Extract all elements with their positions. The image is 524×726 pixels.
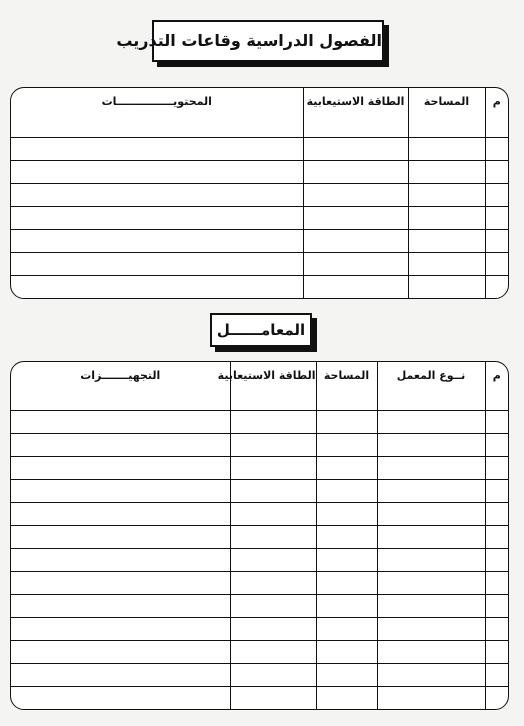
table-cell[interactable] [11, 276, 303, 299]
table-row [11, 230, 508, 253]
table-cell[interactable] [230, 572, 316, 595]
table-cell[interactable] [408, 253, 485, 276]
table-cell[interactable] [316, 411, 377, 434]
table-cell[interactable] [485, 138, 508, 161]
table-cell[interactable] [485, 457, 508, 480]
table-cell[interactable] [377, 572, 485, 595]
table-cell[interactable] [230, 411, 316, 434]
table-cell[interactable] [377, 687, 485, 710]
table-cell[interactable] [316, 595, 377, 618]
table-cell[interactable] [316, 503, 377, 526]
table-cell[interactable] [230, 687, 316, 710]
table-cell[interactable] [11, 526, 230, 549]
table-cell[interactable] [377, 503, 485, 526]
table-cell[interactable] [230, 549, 316, 572]
table-row [11, 207, 508, 230]
table-row [11, 480, 508, 503]
table-cell[interactable] [485, 276, 508, 299]
table-cell[interactable] [316, 434, 377, 457]
table-cell[interactable] [11, 207, 303, 230]
table-row [11, 115, 508, 138]
table-cell[interactable] [408, 207, 485, 230]
table-cell[interactable] [316, 388, 377, 411]
table-cell[interactable] [408, 276, 485, 299]
table-cell[interactable] [485, 618, 508, 641]
table-cell[interactable] [230, 434, 316, 457]
table-row [11, 434, 508, 457]
header-area: المساحة [316, 362, 377, 388]
table-row [11, 572, 508, 595]
header-capacity: الطاقة الاستيعابية [303, 88, 408, 115]
table-cell[interactable] [11, 641, 230, 664]
table-row [11, 549, 508, 572]
header-area: المساحة [408, 88, 485, 115]
table-cell[interactable] [11, 115, 303, 138]
table-cell[interactable] [408, 184, 485, 207]
classrooms-title-text: الفصول الدراسية وقاعات التدريب [116, 31, 382, 50]
table-cell[interactable] [485, 161, 508, 184]
table-row [11, 276, 508, 299]
table-row [11, 641, 508, 664]
classrooms-title [116, 20, 384, 62]
table-cell[interactable] [377, 388, 485, 411]
table-row [11, 411, 508, 434]
table-cell[interactable] [11, 411, 230, 434]
table-cell[interactable] [316, 664, 377, 687]
table-cell[interactable] [11, 549, 230, 572]
table-cell[interactable] [485, 411, 508, 434]
header-equipment: التجهيـــــــزات [11, 362, 230, 388]
table-cell[interactable] [377, 549, 485, 572]
table-cell[interactable] [316, 526, 377, 549]
labs-table-body [11, 388, 508, 709]
header-number: م [485, 362, 508, 388]
table-cell[interactable] [377, 618, 485, 641]
table-cell[interactable] [11, 503, 230, 526]
table-cell[interactable] [485, 641, 508, 664]
table-cell[interactable] [377, 480, 485, 503]
table-cell[interactable] [230, 595, 316, 618]
table-cell[interactable] [485, 526, 508, 549]
table-cell[interactable] [230, 503, 316, 526]
header-number: م [485, 88, 508, 115]
table-cell[interactable] [316, 457, 377, 480]
labs-header-row [11, 362, 508, 388]
table-cell[interactable] [11, 184, 303, 207]
table-cell[interactable] [377, 526, 485, 549]
table-row [11, 595, 508, 618]
table-cell[interactable] [11, 138, 303, 161]
table-cell[interactable] [316, 480, 377, 503]
table-cell[interactable] [316, 549, 377, 572]
classrooms-table-body [11, 115, 508, 298]
table-cell[interactable] [11, 618, 230, 641]
table-cell[interactable] [303, 230, 408, 253]
table-cell[interactable] [230, 388, 316, 411]
table-cell[interactable] [11, 480, 230, 503]
table-cell[interactable] [230, 618, 316, 641]
table-cell[interactable] [230, 641, 316, 664]
table-cell[interactable] [485, 664, 508, 687]
table-cell[interactable] [11, 388, 230, 411]
table-row [11, 687, 508, 710]
table-cell[interactable] [485, 687, 508, 710]
table-cell[interactable] [316, 641, 377, 664]
table-cell[interactable] [230, 480, 316, 503]
table-cell[interactable] [230, 664, 316, 687]
labs-title [210, 313, 312, 347]
table-cell[interactable] [377, 595, 485, 618]
table-cell[interactable] [377, 664, 485, 687]
table-cell[interactable] [316, 572, 377, 595]
table-row [11, 184, 508, 207]
labs-title-text: المعامــــــل [216, 321, 306, 339]
table-cell[interactable] [303, 253, 408, 276]
table-row [11, 388, 508, 411]
table-cell[interactable] [11, 161, 303, 184]
table-row [11, 664, 508, 687]
table-cell[interactable] [377, 434, 485, 457]
table-row [11, 618, 508, 641]
table-cell[interactable] [316, 618, 377, 641]
table-row [11, 161, 508, 184]
classrooms-header-row [11, 88, 508, 115]
table-cell[interactable] [408, 138, 485, 161]
table-cell[interactable] [485, 184, 508, 207]
table-cell[interactable] [303, 184, 408, 207]
table-cell[interactable] [303, 138, 408, 161]
table-cell[interactable] [230, 457, 316, 480]
table-cell[interactable] [485, 115, 508, 138]
table-row [11, 253, 508, 276]
header-contents: المحتويـــــــــــــــات [11, 88, 303, 115]
table-cell[interactable] [485, 230, 508, 253]
table-cell[interactable] [316, 687, 377, 710]
table-cell[interactable] [485, 388, 508, 411]
table-cell[interactable] [303, 115, 408, 138]
table-row [11, 526, 508, 549]
table-row [11, 457, 508, 480]
table-row [11, 138, 508, 161]
table-cell[interactable] [485, 480, 508, 503]
labs-table [10, 361, 509, 710]
table-cell[interactable] [485, 503, 508, 526]
table-cell[interactable] [11, 595, 230, 618]
table-cell[interactable] [485, 549, 508, 572]
table-cell[interactable] [11, 253, 303, 276]
header-capacity: الطاقة الاستيعابية [230, 362, 316, 388]
table-cell[interactable] [377, 457, 485, 480]
table-cell[interactable] [485, 434, 508, 457]
table-cell[interactable] [11, 664, 230, 687]
table-cell[interactable] [408, 161, 485, 184]
table-cell[interactable] [11, 230, 303, 253]
table-cell[interactable] [11, 687, 230, 710]
table-cell[interactable] [485, 595, 508, 618]
table-cell[interactable] [408, 115, 485, 138]
table-cell[interactable] [485, 253, 508, 276]
classrooms-table [10, 87, 509, 299]
table-cell[interactable] [11, 434, 230, 457]
table-cell[interactable] [408, 230, 485, 253]
table-cell[interactable] [303, 207, 408, 230]
table-cell[interactable] [11, 572, 230, 595]
header-lab-type: نــوع المعمل [377, 362, 485, 388]
table-cell[interactable] [230, 526, 316, 549]
table-cell[interactable] [303, 276, 408, 299]
table-row [11, 503, 508, 526]
table-cell[interactable] [377, 411, 485, 434]
table-cell[interactable] [377, 641, 485, 664]
table-cell[interactable] [303, 161, 408, 184]
table-cell[interactable] [485, 572, 508, 595]
table-cell[interactable] [11, 457, 230, 480]
table-cell[interactable] [485, 207, 508, 230]
